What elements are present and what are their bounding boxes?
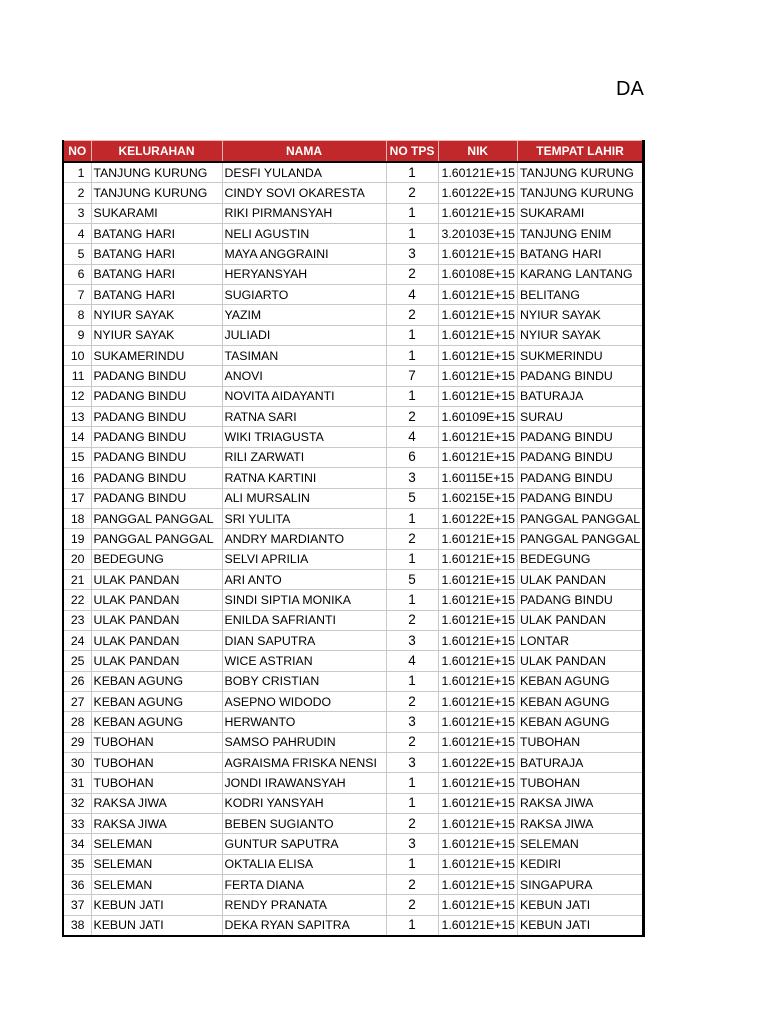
- cell-nik: 1.60121E+15: [438, 651, 518, 671]
- cell-nama: YAZIM: [222, 305, 386, 325]
- cell-kelurahan: PADANG BINDU: [91, 366, 222, 386]
- table-row: [63, 508, 644, 528]
- cell-no-tps: 1: [386, 549, 438, 569]
- cell-tempat-lahir: ULAK PANDAN: [518, 610, 644, 630]
- cell-nik: 1.60121E+15: [438, 854, 518, 874]
- page-title: DA: [616, 78, 644, 100]
- table-body: [63, 162, 644, 936]
- table-row: [63, 854, 644, 874]
- cell-nik: 1.60121E+15: [438, 630, 518, 650]
- cell-no-tps: 1: [386, 590, 438, 610]
- cell-nama: DEKA RYAN SAPITRA: [222, 915, 386, 936]
- cell-no-tps: 4: [386, 427, 438, 447]
- cell-tempat-lahir: BELITANG: [518, 285, 644, 305]
- table-row: [63, 224, 644, 244]
- table-row: [63, 712, 644, 732]
- cell-no: 21: [63, 569, 91, 589]
- cell-nik: 1.60121E+15: [438, 691, 518, 711]
- cell-no-tps: 1: [386, 773, 438, 793]
- cell-kelurahan: PANGGAL PANGGAL: [91, 508, 222, 528]
- cell-tempat-lahir: NYIUR SAYAK: [518, 305, 644, 325]
- cell-kelurahan: ULAK PANDAN: [91, 630, 222, 650]
- cell-nik: 1.60121E+15: [438, 875, 518, 895]
- cell-tempat-lahir: TANJUNG KURUNG: [518, 162, 644, 183]
- cell-tempat-lahir: BATURAJA: [518, 752, 644, 772]
- cell-nama: GUNTUR SAPUTRA: [222, 834, 386, 854]
- cell-no-tps: 3: [386, 752, 438, 772]
- cell-nama: ALI MURSALIN: [222, 488, 386, 508]
- cell-no: 33: [63, 814, 91, 834]
- cell-no-tps: 2: [386, 407, 438, 427]
- cell-no: 7: [63, 285, 91, 305]
- cell-tempat-lahir: LONTAR: [518, 630, 644, 650]
- cell-no: 16: [63, 468, 91, 488]
- cell-nama: ASEPNO WIDODO: [222, 691, 386, 711]
- cell-no: 34: [63, 834, 91, 854]
- cell-tempat-lahir: KEBAN AGUNG: [518, 691, 644, 711]
- cell-nik: 1.60121E+15: [438, 529, 518, 549]
- cell-no: 35: [63, 854, 91, 874]
- cell-no: 1: [63, 162, 91, 183]
- table-row: [63, 203, 644, 223]
- cell-kelurahan: SUKARAMI: [91, 203, 222, 223]
- cell-no-tps: 6: [386, 447, 438, 467]
- cell-kelurahan: PADANG BINDU: [91, 407, 222, 427]
- cell-no: 28: [63, 712, 91, 732]
- header-no: NO: [63, 141, 91, 163]
- header-nik: NIK: [438, 141, 518, 163]
- cell-kelurahan: KEBUN JATI: [91, 895, 222, 915]
- cell-nik: 3.20103E+15: [438, 224, 518, 244]
- cell-tempat-lahir: PANGGAL PANGGAL: [518, 529, 644, 549]
- cell-tempat-lahir: NYIUR SAYAK: [518, 325, 644, 345]
- table-row: [63, 732, 644, 752]
- cell-no-tps: 2: [386, 305, 438, 325]
- cell-kelurahan: PADANG BINDU: [91, 488, 222, 508]
- cell-kelurahan: PADANG BINDU: [91, 468, 222, 488]
- table-row: [63, 183, 644, 203]
- cell-tempat-lahir: KEDIRI: [518, 854, 644, 874]
- table-row: [63, 915, 644, 936]
- cell-kelurahan: BATANG HARI: [91, 244, 222, 264]
- cell-no: 6: [63, 264, 91, 284]
- table-row: [63, 651, 644, 671]
- cell-no-tps: 2: [386, 610, 438, 630]
- cell-kelurahan: NYIUR SAYAK: [91, 325, 222, 345]
- cell-nik: 1.60121E+15: [438, 915, 518, 936]
- cell-kelurahan: BATANG HARI: [91, 224, 222, 244]
- cell-no-tps: 2: [386, 895, 438, 915]
- cell-no-tps: 2: [386, 264, 438, 284]
- cell-nik: 1.60121E+15: [438, 610, 518, 630]
- header-row: [63, 141, 644, 163]
- cell-no: 3: [63, 203, 91, 223]
- cell-no: 37: [63, 895, 91, 915]
- cell-kelurahan: SUKAMERINDU: [91, 346, 222, 366]
- table-row: [63, 325, 644, 345]
- cell-nama: BOBY CRISTIAN: [222, 671, 386, 691]
- cell-nama: KODRI YANSYAH: [222, 793, 386, 813]
- page-title-clip: [611, 74, 644, 104]
- cell-no: 2: [63, 183, 91, 203]
- cell-kelurahan: RAKSA JIWA: [91, 814, 222, 834]
- cell-no: 31: [63, 773, 91, 793]
- cell-tempat-lahir: KARANG LANTANG: [518, 264, 644, 284]
- cell-tempat-lahir: RAKSA JIWA: [518, 814, 644, 834]
- cell-no: 24: [63, 630, 91, 650]
- cell-no-tps: 7: [386, 366, 438, 386]
- cell-no: 38: [63, 915, 91, 936]
- cell-nik: 1.60121E+15: [438, 346, 518, 366]
- cell-nama: DESFI YULANDA: [222, 162, 386, 183]
- cell-nama: RATNA KARTINI: [222, 468, 386, 488]
- table-row: [63, 346, 644, 366]
- cell-nama: SAMSO PAHRUDIN: [222, 732, 386, 752]
- cell-nama: SELVI APRILIA: [222, 549, 386, 569]
- cell-no-tps: 2: [386, 691, 438, 711]
- cell-no-tps: 3: [386, 834, 438, 854]
- cell-tempat-lahir: BEDEGUNG: [518, 549, 644, 569]
- cell-kelurahan: PADANG BINDU: [91, 427, 222, 447]
- cell-kelurahan: BATANG HARI: [91, 285, 222, 305]
- cell-no-tps: 3: [386, 468, 438, 488]
- cell-kelurahan: BEDEGUNG: [91, 549, 222, 569]
- cell-tempat-lahir: PADANG BINDU: [518, 590, 644, 610]
- cell-nik: 1.60121E+15: [438, 834, 518, 854]
- cell-tempat-lahir: KEBUN JATI: [518, 915, 644, 936]
- cell-no: 17: [63, 488, 91, 508]
- cell-kelurahan: ULAK PANDAN: [91, 610, 222, 630]
- cell-nama: ARI ANTO: [222, 569, 386, 589]
- table-row: [63, 793, 644, 813]
- cell-no-tps: 5: [386, 488, 438, 508]
- cell-no-tps: 1: [386, 386, 438, 406]
- cell-nama: DIAN SAPUTRA: [222, 630, 386, 650]
- cell-nama: SINDI SIPTIA MONIKA: [222, 590, 386, 610]
- table-row: [63, 590, 644, 610]
- cell-no-tps: 3: [386, 244, 438, 264]
- table-row: [63, 895, 644, 915]
- cell-kelurahan: NYIUR SAYAK: [91, 305, 222, 325]
- cell-nik: 1.60121E+15: [438, 549, 518, 569]
- cell-no-tps: 1: [386, 793, 438, 813]
- cell-no-tps: 1: [386, 162, 438, 183]
- header-nama: NAMA: [222, 141, 386, 163]
- cell-nama: BEBEN SUGIANTO: [222, 814, 386, 834]
- cell-no-tps: 4: [386, 285, 438, 305]
- cell-nama: WIKI TRIAGUSTA: [222, 427, 386, 447]
- table-row: [63, 691, 644, 711]
- table-row: [63, 752, 644, 772]
- cell-nama: AGRAISMA FRISKA NENSI: [222, 752, 386, 772]
- cell-no-tps: 2: [386, 875, 438, 895]
- cell-kelurahan: TUBOHAN: [91, 752, 222, 772]
- cell-tempat-lahir: KEBAN AGUNG: [518, 712, 644, 732]
- cell-tempat-lahir: BATANG HARI: [518, 244, 644, 264]
- cell-tempat-lahir: SUKMERINDU: [518, 346, 644, 366]
- cell-no: 15: [63, 447, 91, 467]
- table-row: [63, 549, 644, 569]
- cell-kelurahan: TANJUNG KURUNG: [91, 162, 222, 183]
- table-row: [63, 834, 644, 854]
- table-row: [63, 264, 644, 284]
- table-row: [63, 671, 644, 691]
- data-table: [62, 140, 645, 937]
- cell-kelurahan: KEBAN AGUNG: [91, 671, 222, 691]
- cell-kelurahan: BATANG HARI: [91, 264, 222, 284]
- cell-kelurahan: SELEMAN: [91, 854, 222, 874]
- cell-nik: 1.60121E+15: [438, 671, 518, 691]
- table-row: [63, 569, 644, 589]
- cell-nik: 1.60121E+15: [438, 814, 518, 834]
- cell-no: 8: [63, 305, 91, 325]
- table-row: [63, 162, 644, 183]
- cell-nik: 1.60121E+15: [438, 569, 518, 589]
- cell-nama: ANDRY MARDIANTO: [222, 529, 386, 549]
- cell-no-tps: 2: [386, 183, 438, 203]
- cell-nama: JONDI IRAWANSYAH: [222, 773, 386, 793]
- cell-nik: 1.60121E+15: [438, 386, 518, 406]
- cell-nik: 1.60121E+15: [438, 285, 518, 305]
- cell-tempat-lahir: SURAU: [518, 407, 644, 427]
- cell-nik: 1.60121E+15: [438, 203, 518, 223]
- cell-tempat-lahir: PADANG BINDU: [518, 468, 644, 488]
- cell-kelurahan: TANJUNG KURUNG: [91, 183, 222, 203]
- cell-no: 11: [63, 366, 91, 386]
- cell-no: 5: [63, 244, 91, 264]
- cell-tempat-lahir: TUBOHAN: [518, 732, 644, 752]
- cell-tempat-lahir: TUBOHAN: [518, 773, 644, 793]
- cell-no-tps: 1: [386, 224, 438, 244]
- cell-nama: RENDY PRANATA: [222, 895, 386, 915]
- cell-nik: 1.60109E+15: [438, 407, 518, 427]
- table-row: [63, 386, 644, 406]
- cell-nama: OKTALIA ELISA: [222, 854, 386, 874]
- cell-no: 19: [63, 529, 91, 549]
- cell-no-tps: 3: [386, 630, 438, 650]
- cell-nik: 1.60121E+15: [438, 305, 518, 325]
- cell-nama: CINDY SOVI OKARESTA: [222, 183, 386, 203]
- table-row: [63, 285, 644, 305]
- cell-no-tps: 2: [386, 529, 438, 549]
- cell-no: 30: [63, 752, 91, 772]
- cell-no: 32: [63, 793, 91, 813]
- table-row: [63, 407, 644, 427]
- header-no-tps: NO TPS: [386, 141, 438, 163]
- cell-tempat-lahir: SINGAPURA: [518, 875, 644, 895]
- cell-tempat-lahir: PADANG BINDU: [518, 447, 644, 467]
- table-row: [63, 875, 644, 895]
- cell-nama: JULIADI: [222, 325, 386, 345]
- cell-tempat-lahir: ULAK PANDAN: [518, 569, 644, 589]
- cell-no-tps: 1: [386, 671, 438, 691]
- cell-kelurahan: KEBAN AGUNG: [91, 691, 222, 711]
- cell-kelurahan: ULAK PANDAN: [91, 590, 222, 610]
- cell-kelurahan: KEBUN JATI: [91, 915, 222, 936]
- table-row: [63, 488, 644, 508]
- cell-nik: 1.60121E+15: [438, 712, 518, 732]
- table-row: [63, 244, 644, 264]
- cell-nik: 1.60122E+15: [438, 183, 518, 203]
- cell-kelurahan: PADANG BINDU: [91, 386, 222, 406]
- cell-kelurahan: ULAK PANDAN: [91, 569, 222, 589]
- cell-no-tps: 1: [386, 508, 438, 528]
- cell-no-tps: 4: [386, 651, 438, 671]
- table-row: [63, 427, 644, 447]
- cell-kelurahan: ULAK PANDAN: [91, 651, 222, 671]
- cell-no-tps: 1: [386, 915, 438, 936]
- cell-kelurahan: TUBOHAN: [91, 773, 222, 793]
- cell-kelurahan: RAKSA JIWA: [91, 793, 222, 813]
- cell-nik: 1.60121E+15: [438, 162, 518, 183]
- cell-no-tps: 5: [386, 569, 438, 589]
- cell-nik: 1.60215E+15: [438, 488, 518, 508]
- cell-tempat-lahir: SELEMAN: [518, 834, 644, 854]
- cell-nama: RATNA SARI: [222, 407, 386, 427]
- cell-nama: SUGIARTO: [222, 285, 386, 305]
- cell-nama: MAYA ANGGRAINI: [222, 244, 386, 264]
- cell-no-tps: 2: [386, 732, 438, 752]
- cell-no-tps: 1: [386, 325, 438, 345]
- table-row: [63, 529, 644, 549]
- cell-kelurahan: KEBAN AGUNG: [91, 712, 222, 732]
- cell-nik: 1.60122E+15: [438, 752, 518, 772]
- cell-kelurahan: TUBOHAN: [91, 732, 222, 752]
- header-kelurahan: KELURAHAN: [91, 141, 222, 163]
- cell-tempat-lahir: SUKARAMI: [518, 203, 644, 223]
- cell-tempat-lahir: PADANG BINDU: [518, 427, 644, 447]
- cell-nik: 1.60121E+15: [438, 590, 518, 610]
- cell-no-tps: 3: [386, 712, 438, 732]
- cell-no: 29: [63, 732, 91, 752]
- table-row: [63, 447, 644, 467]
- cell-no: 10: [63, 346, 91, 366]
- cell-nama: SRI YULITA: [222, 508, 386, 528]
- cell-nama: WICE ASTRIAN: [222, 651, 386, 671]
- table-row: [63, 773, 644, 793]
- header-tempat-lahir: TEMPAT LAHIR: [518, 141, 644, 163]
- cell-nama: RIKI PIRMANSYAH: [222, 203, 386, 223]
- cell-nik: 1.60108E+15: [438, 264, 518, 284]
- cell-tempat-lahir: TANJUNG ENIM: [518, 224, 644, 244]
- cell-no: 13: [63, 407, 91, 427]
- cell-nik: 1.60121E+15: [438, 895, 518, 915]
- cell-no-tps: 1: [386, 854, 438, 874]
- cell-kelurahan: PANGGAL PANGGAL: [91, 529, 222, 549]
- cell-nama: HERYANSYAH: [222, 264, 386, 284]
- cell-nik: 1.60121E+15: [438, 447, 518, 467]
- cell-no: 27: [63, 691, 91, 711]
- cell-nik: 1.60115E+15: [438, 468, 518, 488]
- cell-nik: 1.60121E+15: [438, 732, 518, 752]
- cell-no: 23: [63, 610, 91, 630]
- cell-tempat-lahir: PADANG BINDU: [518, 366, 644, 386]
- cell-no: 26: [63, 671, 91, 691]
- table-row: [63, 468, 644, 488]
- cell-kelurahan: SELEMAN: [91, 834, 222, 854]
- cell-nik: 1.60122E+15: [438, 508, 518, 528]
- cell-nama: NELI AGUSTIN: [222, 224, 386, 244]
- cell-nama: TASIMAN: [222, 346, 386, 366]
- cell-nama: FERTA DIANA: [222, 875, 386, 895]
- cell-nik: 1.60121E+15: [438, 244, 518, 264]
- cell-no-tps: 1: [386, 203, 438, 223]
- cell-tempat-lahir: TANJUNG KURUNG: [518, 183, 644, 203]
- cell-nama: ANOVI: [222, 366, 386, 386]
- table-row: [63, 305, 644, 325]
- cell-tempat-lahir: BATURAJA: [518, 386, 644, 406]
- cell-nama: HERWANTO: [222, 712, 386, 732]
- cell-nama: NOVITA AIDAYANTI: [222, 386, 386, 406]
- cell-no: 12: [63, 386, 91, 406]
- cell-tempat-lahir: PADANG BINDU: [518, 488, 644, 508]
- cell-no: 18: [63, 508, 91, 528]
- cell-no: 14: [63, 427, 91, 447]
- cell-no: 9: [63, 325, 91, 345]
- cell-no: 36: [63, 875, 91, 895]
- cell-tempat-lahir: ULAK PANDAN: [518, 651, 644, 671]
- cell-no: 4: [63, 224, 91, 244]
- table-row: [63, 366, 644, 386]
- cell-nik: 1.60121E+15: [438, 366, 518, 386]
- cell-no: 22: [63, 590, 91, 610]
- cell-nik: 1.60121E+15: [438, 427, 518, 447]
- cell-kelurahan: PADANG BINDU: [91, 447, 222, 467]
- cell-tempat-lahir: KEBUN JATI: [518, 895, 644, 915]
- cell-tempat-lahir: KEBAN AGUNG: [518, 671, 644, 691]
- cell-no-tps: 2: [386, 814, 438, 834]
- table-row: [63, 610, 644, 630]
- cell-tempat-lahir: PANGGAL PANGGAL: [518, 508, 644, 528]
- cell-nama: RILI ZARWATI: [222, 447, 386, 467]
- cell-nik: 1.60121E+15: [438, 325, 518, 345]
- table-row: [63, 814, 644, 834]
- cell-nik: 1.60121E+15: [438, 773, 518, 793]
- cell-no-tps: 1: [386, 346, 438, 366]
- cell-nik: 1.60121E+15: [438, 793, 518, 813]
- cell-nama: ENILDA SAFRIANTI: [222, 610, 386, 630]
- cell-no: 25: [63, 651, 91, 671]
- cell-tempat-lahir: RAKSA JIWA: [518, 793, 644, 813]
- table-row: [63, 630, 644, 650]
- cell-no: 20: [63, 549, 91, 569]
- cell-kelurahan: SELEMAN: [91, 875, 222, 895]
